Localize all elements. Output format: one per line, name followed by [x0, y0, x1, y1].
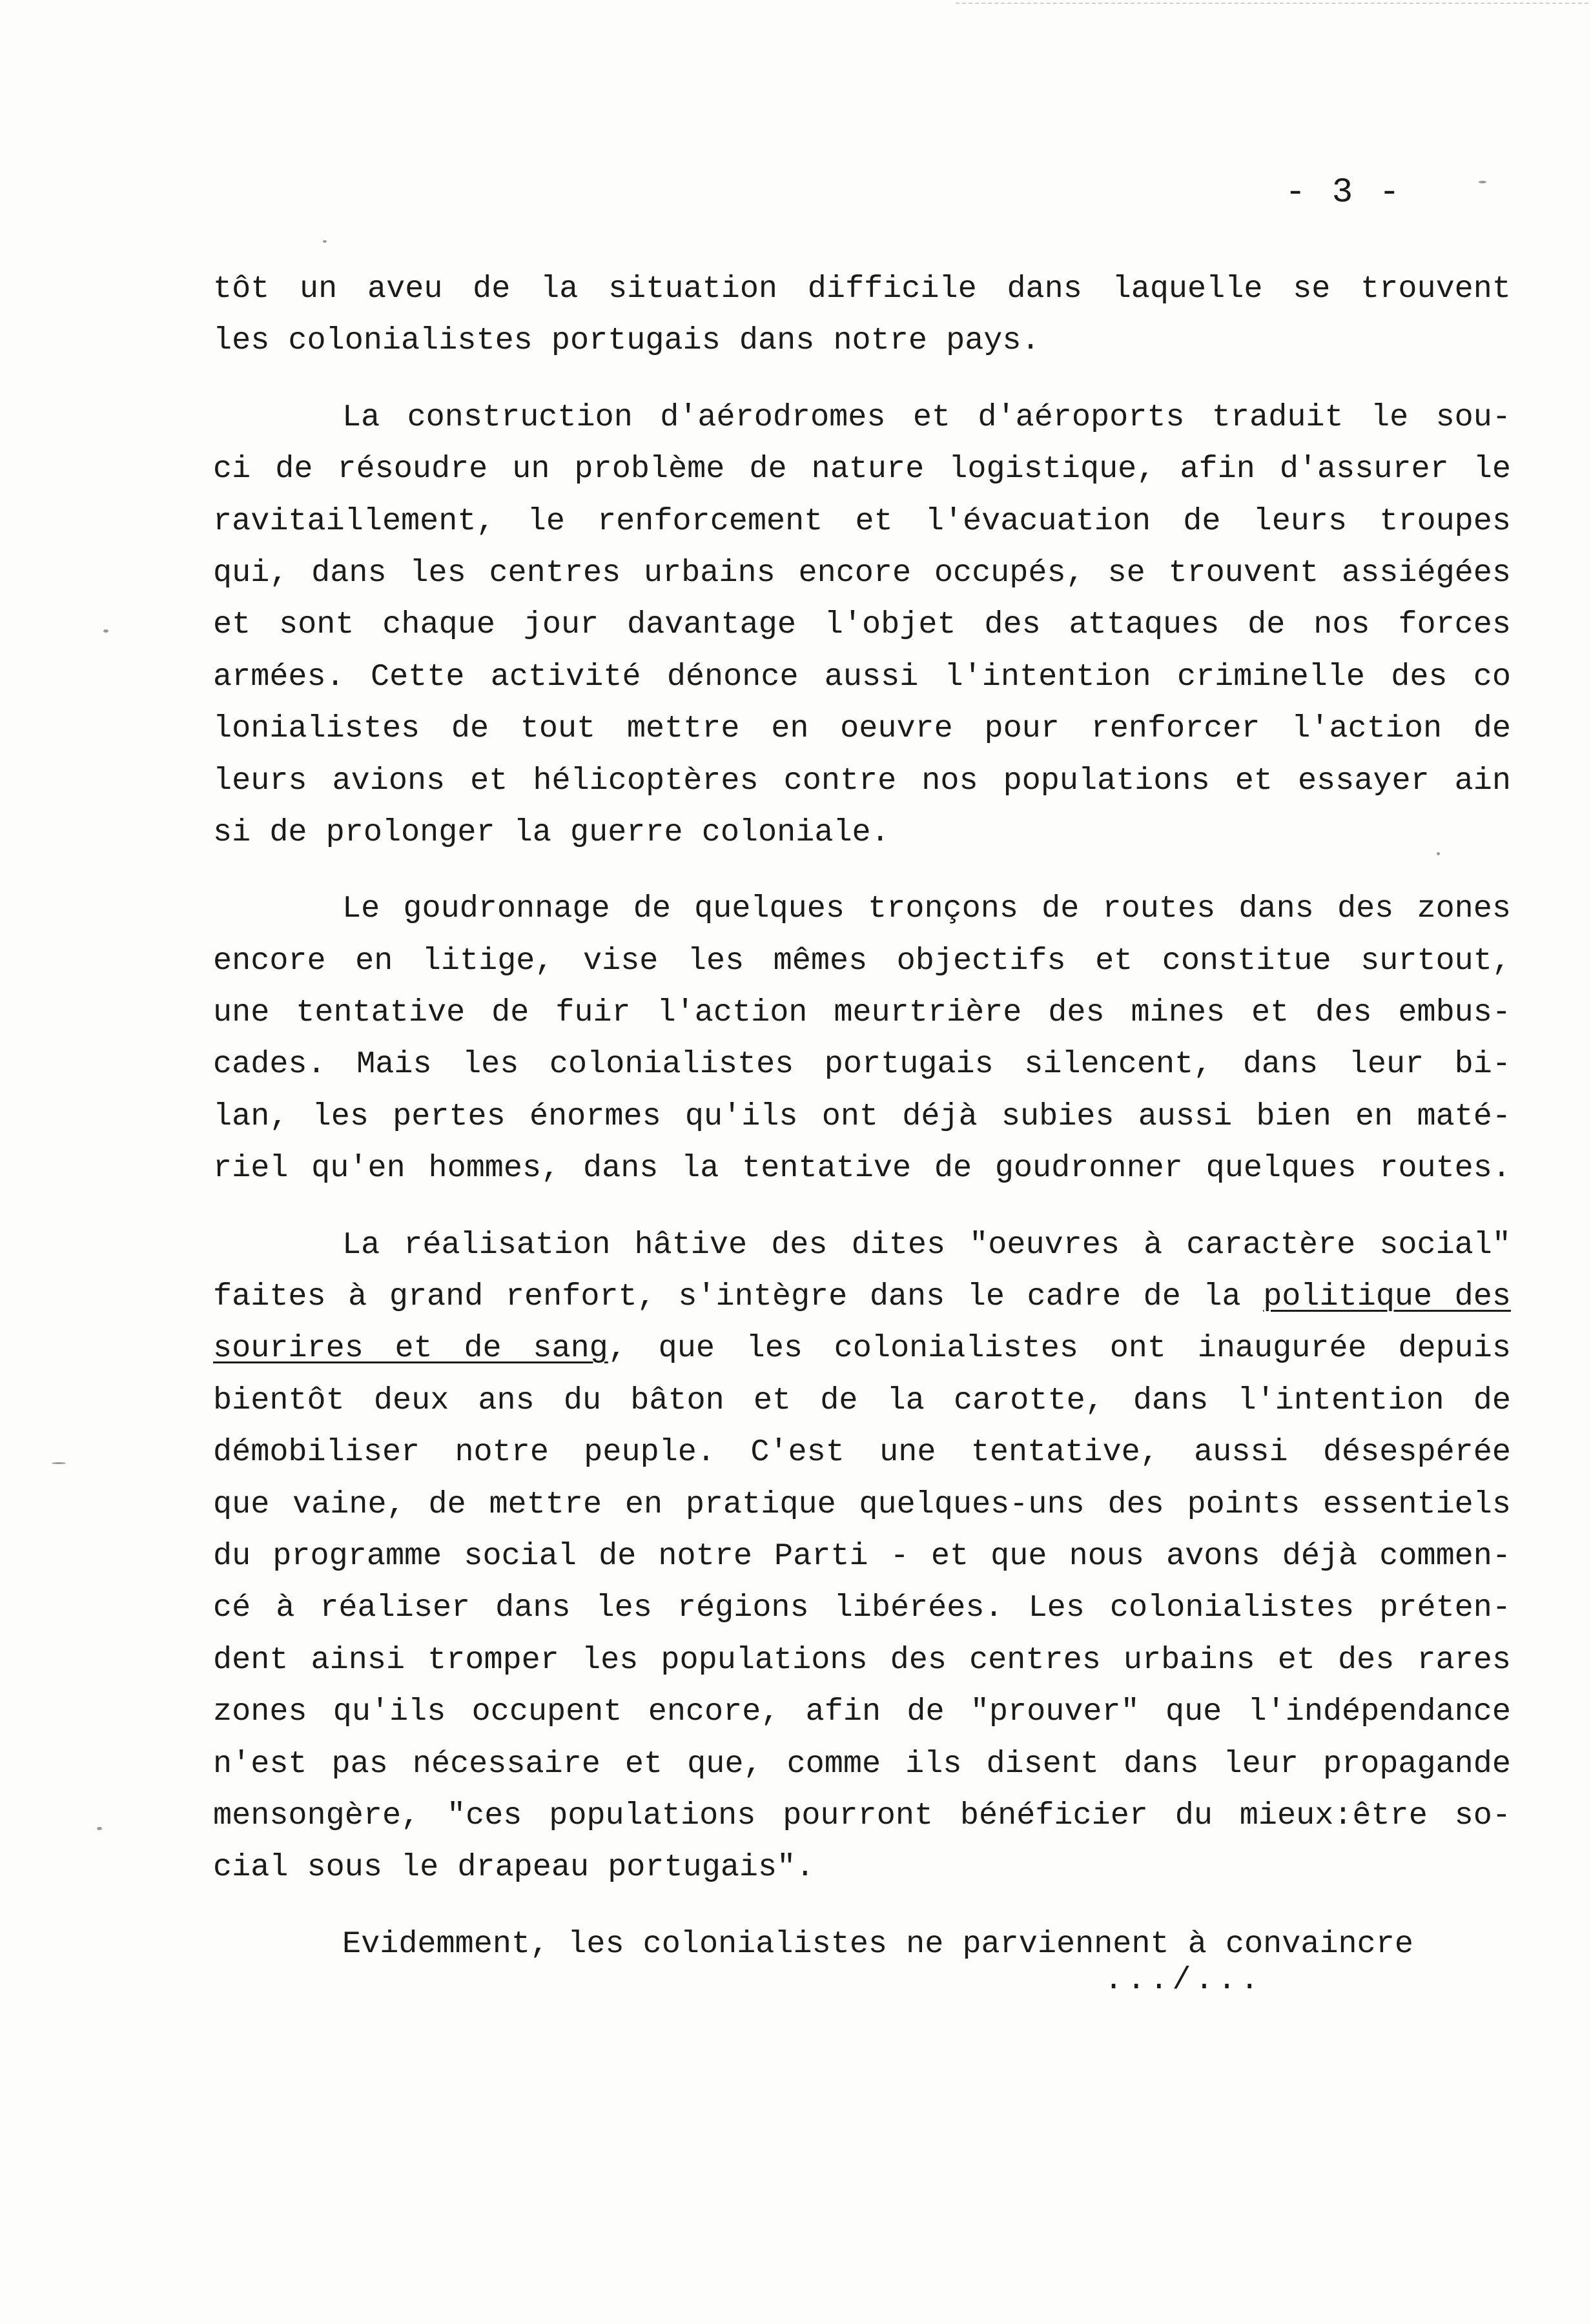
text-line: ravitaillement, le renforcement et l'évacuation de leurs troupes — [213, 503, 1511, 539]
paragraph-2 — [213, 392, 1511, 859]
text-line: si de prolonger la guerre coloniale. — [213, 814, 890, 850]
scan-speck — [1479, 181, 1486, 183]
paragraph-3 — [213, 883, 1511, 1194]
text-line: une tentative de fuir l'action meurtrière des mines et des embus- — [213, 995, 1511, 1031]
text-line: cial sous le drapeau portugais". — [213, 1850, 815, 1886]
text-line: armées. Cette activité dénonce aussi l'intention criminelle des co — [213, 658, 1511, 695]
scan-speck — [323, 240, 327, 243]
paragraph-5 — [213, 1919, 1511, 1970]
text-line: démobiliser notre peuple. C'est une tentative, aussi désespérée — [213, 1434, 1511, 1471]
text-line: Evidemment, les colonialistes ne parviennent à convaincre — [342, 1926, 1413, 1962]
text-segment: faites à grand renfort, s'intègre dans le cadre de la — [213, 1279, 1264, 1315]
text-line: mensongère, "ces populations pourront bénéficier du mieux:être so- — [213, 1797, 1511, 1833]
text-line: La construction d'aérodromes et d'aéroports traduit le sou- — [342, 399, 1511, 435]
text-line: zones qu'ils occupent encore, afin de "prouver" que l'indépendance — [213, 1694, 1511, 1730]
text-line: cades. Mais les colonialistes portugais silencent, dans leur bi- — [213, 1046, 1511, 1083]
scan-speck — [52, 1462, 66, 1464]
scan-speck — [97, 1827, 102, 1830]
page-number: - 3 - — [1285, 173, 1403, 212]
scan-speck — [1437, 852, 1440, 855]
paragraph-1 — [213, 263, 1511, 367]
underlined-phrase: sourires et de sang — [213, 1330, 608, 1367]
scan-edge-marks — [956, 3, 1588, 5]
underlined-phrase: politique des — [1263, 1279, 1512, 1315]
text-line: Le goudronnage de quelques tronçons de routes dans des zones — [342, 891, 1511, 927]
text-line: que vaine, de mettre en pratique quelques-uns des points essentiels — [213, 1486, 1511, 1522]
scan-speck — [103, 629, 108, 633]
text-line — [213, 1271, 1511, 1323]
text-line — [213, 1323, 1511, 1374]
text-line: lonialistes de tout mettre en oeuvre pour renforcer l'action de — [213, 711, 1511, 747]
text-line: ci de résoudre un problème de nature logistique, afin d'assurer le — [213, 451, 1511, 487]
text-line: La réalisation hâtive des dites "oeuvres à caractère social" — [342, 1227, 1511, 1263]
text-line: n'est pas nécessaire et que, comme ils disent dans leur propagande — [213, 1746, 1511, 1782]
text-line: du programme social de notre Parti - et que nous avons déjà commen- — [213, 1538, 1511, 1574]
text-line: riel qu'en hommes, dans la tentative de goudronner quelques routes. — [213, 1150, 1511, 1187]
text-line: encore en litige, vise les mêmes objectifs et constitue surtout, — [213, 943, 1511, 979]
text-line: cé à réaliser dans les régions libérées. Les colonialistes préten- — [213, 1590, 1511, 1626]
text-line: lan, les pertes énormes qu'ils ont déjà subies aussi bien en maté- — [213, 1098, 1511, 1134]
text-line: dent ainsi tromper les populations des centres urbains et des rares — [213, 1642, 1511, 1678]
body-text — [213, 263, 1511, 1970]
text-segment: , que les colonialistes ont inaugurée depuis — [608, 1330, 1511, 1367]
continuation-mark: .../... — [1104, 1962, 1263, 1998]
text-line: qui, dans les centres urbains encore occupés, se trouvent assiégées — [213, 555, 1511, 591]
text-line: tôt un aveu de la situation difficile dans laquelle se trouvent — [213, 271, 1511, 307]
paragraph-4 — [213, 1219, 1511, 1894]
text-line: et sont chaque jour davantage l'objet des attaques de nos forces — [213, 607, 1511, 643]
text-line: leurs avions et hélicoptères contre nos populations et essayer ain — [213, 762, 1511, 799]
text-line: les colonialistes portugais dans notre pays. — [213, 323, 1040, 359]
text-line: bientôt deux ans du bâton et de la carotte, dans l'intention de — [213, 1382, 1511, 1418]
